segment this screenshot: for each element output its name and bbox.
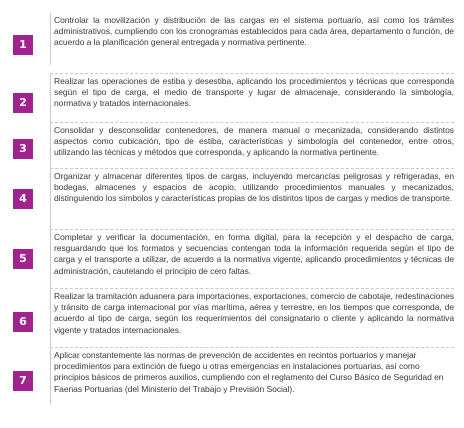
list-item	[0, 348, 464, 404]
list-item	[0, 169, 464, 229]
list-item	[0, 289, 464, 347]
list-item	[0, 74, 464, 122]
list-item	[0, 230, 464, 288]
list-item	[0, 123, 464, 168]
item-number-badge: 4	[13, 189, 33, 209]
item-text: Aplicar constantemente las normas de prevención de accidentes en recintos portuarios y manejar procedimientos para extinción de fuego u otras emergencias en instalaciones portuarias, así como principios básicos de primeros auxilios, cumpliendo con el reglamento del Curso Básico de Seguridad en Faenas Portuarias (del Ministerio del Trabajo y Previsión Social).	[50, 348, 454, 404]
item-text: Realizar las operaciones de estiba y desestiba, aplicando los procedimientos y técnicas que corresponda según el tipo de carga, el medio de transporte y lugar de almacenaje, considerando la simbología, normativa y tratados internacionales.	[50, 74, 454, 122]
item-number-badge: 2	[13, 93, 33, 113]
item-number-badge: 1	[13, 35, 33, 55]
item-text: Completar y verificar la documentación, en forma digital, para la recepción y el despacho de carga, resguardando que los formatos y secuencias contengan toda la información requerida según el tipo de carga y el transporte a utilizar, de acuerdo a la normativa vigente, aplicando procedimientos y técnicas de administración, cautelando el principio de cero faltas.	[50, 230, 454, 288]
item-text: Organizar y almacenar diferentes tipos de cargas, incluyendo mercancías peligrosas y refrigeradas, en bodegas, almacenes y espacios de acopio, utilizando procedimientos manuales y mecanizados, distinguiendo los símbolos y características propias de los distintos tipos de cargas y medios de transporte.	[50, 169, 454, 229]
item-text: Consolidar y desconsolidar contenedores, de manera manual o mecanizada, considerando distintos aspectos como cubicación, tipo de estiba, características y simbología del contenedor, entre otros, utilizando las técnicas y métodos que corresponda, y aplicando la normativa pertinente.	[50, 123, 454, 168]
item-number-badge: 5	[13, 249, 33, 269]
item-number-badge: 7	[13, 371, 33, 391]
item-number-badge: 6	[13, 312, 33, 332]
list-item	[0, 5, 464, 65]
item-number-badge: 3	[13, 139, 33, 159]
item-text: Realizar la tramitación aduanera para importaciones, exportaciones, comercio de cabotaje, redestinaciones y tránsito de carga internacional por vías marítima, aérea y terrestre, en los tiempos que corresponda, de acuerdo al tipo de carga, según los requerimientos del consignatario o cliente y aplicando la normativa vigente y tratados internacionales.	[50, 289, 454, 347]
item-text: Controlar la movilización y distribución de las cargas en el sistema portuario, así como los trámites administrativos, cumpliendo con los cronogramas establecidos para cada área, departamento o función, de acuerdo a la planificación general entregada y normativa pertinente.	[50, 13, 454, 65]
